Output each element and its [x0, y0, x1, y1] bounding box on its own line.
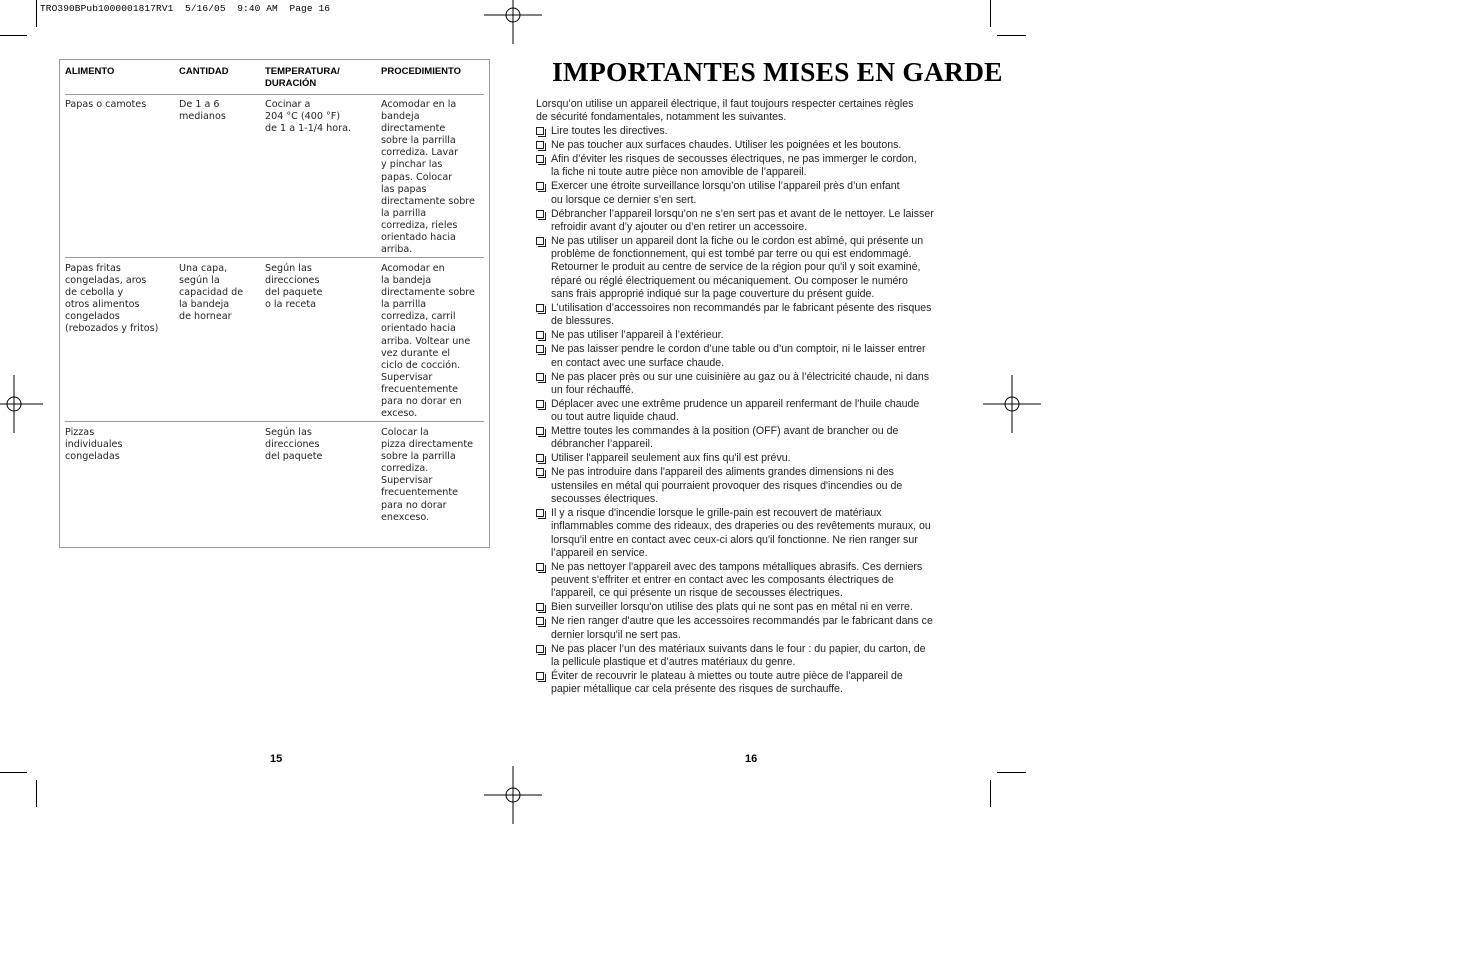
list-item — [536, 329, 976, 342]
list-item-text: Ne pas laisser pendre le cordon d’une table ou d’un comptoir, ni le laisser entrer en contact avec une surface chaude. — [551, 343, 926, 369]
list-item-text: Ne pas placer près ou sur une cuisinière au gaz ou à l’électricité chaude, ni dans un four réchauffé. — [551, 370, 930, 396]
list-item-text: Ne pas placer l’un des matériaux suivants dans le four : du papier, du carton, de la pellicule plastique et d’autres matériaux du genre. — [551, 642, 926, 668]
list-item — [536, 425, 976, 452]
checkbox-bullet-icon — [536, 645, 544, 653]
table-header-cantidad: CANTIDAD — [179, 66, 229, 77]
checkbox-bullet-icon — [536, 563, 544, 571]
table-divider — [65, 94, 484, 95]
page-title: IMPORTANTES MISES EN GARDE — [552, 56, 1003, 87]
list-item-text: Éviter de recouvrir le plateau à miettes ou toute autre pièce de l'appareil de papier métallique car cela présente des risques de surchauffe. — [551, 669, 903, 696]
list-item-text: Ne pas utiliser un appareil dont la fiche ou le cordon est abîmé, qui présente un problème de fonctionnement, qui est tombé par terre ou qui est endommagé. Retourner le produit au centre de service de la région pour qu'il y soit examiné, réparé ou réglé électriquement ou mécaniquement. Ou composer le numéro sans frais approprié indiqué sur la page couverture du présent guide. — [551, 234, 924, 300]
crop-mark — [997, 772, 1026, 773]
list-item — [536, 343, 976, 370]
list-item — [536, 180, 976, 207]
list-item-text: Ne pas introduire dans l'appareil des aliments grandes dimensions ni des ustensiles en métal qui pourraient provoquer des risques d'incendies ou de secousses électriques. — [551, 466, 903, 505]
list-item-text: Bien surveiller lorsqu'on utilise des plats qui ne sont pas en métal ni en verre. — [551, 601, 913, 614]
crop-mark — [990, 0, 991, 27]
table-cell: Papas fritas congeladas, aros de cebolla y otros alimentos congelados (rebozados y fritos) — [65, 263, 159, 335]
list-item-text: Utiliser l'appareil seulement aux fins qu'il est prévu. — [551, 452, 791, 465]
checkbox-bullet-icon — [536, 468, 544, 476]
list-item-text: Exercer une étroite surveillance lorsqu’on utilise l’appareil près d’un enfant ou lorsque ce dernier s’en sert. — [551, 180, 900, 206]
checkbox-bullet-icon — [536, 427, 544, 435]
page-number-left: 15 — [270, 753, 283, 765]
checkbox-bullet-icon — [536, 141, 544, 149]
list-item-text: Débrancher l’appareil lorsqu’on ne s’en sert pas et avant de le nettoyer. Le laisser refroidir avant d’y ajouter ou d’en retirer un accessoire. — [551, 207, 934, 233]
table-cell: Colocar la pizza directamente sobre la parrilla corrediza. Supervisar frecuentemente para no dorar enexceso. — [381, 427, 474, 523]
list-item-text: Mettre toutes les commandes à la position (OFF) avant de brancher ou de débrancher l’appareil. — [551, 425, 899, 451]
crop-mark — [0, 35, 27, 36]
checkbox-bullet-icon — [536, 237, 544, 245]
list-item — [536, 139, 976, 152]
registration-mark-icon — [484, 766, 542, 824]
table-cell: Acomodar en la bandeja directamente sobre la parrilla corrediza, carril orientado hacia arriba. Voltear une vez durante el ciclo de cocción. Supervisar frecuentemente para no dorar en exceso. — [381, 263, 475, 420]
checkbox-bullet-icon — [536, 373, 544, 381]
checkbox-bullet-icon — [536, 400, 544, 408]
list-item-text: Afin d’éviter les risques de secousses électriques, ne pas immerger le cordon, la fiche ni toute autre pièce non amovible de l’appareil. — [551, 152, 917, 179]
print-slug-line: TRO390BPub1000001817RV1 5/16/05 9:40 AM Page 16 — [40, 3, 331, 14]
list-item — [536, 371, 976, 398]
list-item — [536, 466, 976, 506]
list-item-text: Il y a risque d'incendie lorsque le grille-pain est recouvert de matériaux inflammables comme des rideaux, des draperies ou des revêtements muraux, ou lorsqu'il entre en contact avec ceux-ci alors qu'il fonctionne. Ne rien ranger sur l’appareil en service. — [551, 506, 931, 559]
checkbox-bullet-icon — [536, 331, 544, 339]
table-header-temperatura: TEMPERATURA/ DURACIÓN — [265, 66, 340, 89]
list-item — [536, 507, 976, 560]
list-item — [536, 601, 976, 614]
registration-mark-icon — [484, 0, 542, 44]
list-item — [536, 235, 976, 301]
list-item — [536, 643, 976, 670]
list-item-text: Ne pas utiliser l’appareil à l’extérieur. — [551, 329, 724, 342]
crop-mark — [997, 35, 1026, 36]
table-cell: De 1 a 6 medianos — [179, 99, 226, 123]
table-divider — [65, 421, 484, 422]
list-item — [536, 153, 976, 180]
list-item — [536, 615, 976, 642]
table-cell: Acomodar en la bandeja directamente sobre la parrilla corrediza. Lavar y pinchar las papas. Colocar las papas directamente sobre la parrilla corrediza, rieles orientado hacia arriba. — [381, 99, 475, 256]
crop-mark — [0, 772, 27, 773]
list-item — [536, 125, 976, 138]
list-item-text: Ne pas toucher aux surfaces chaudes. Utiliser les poignées et les boutons. — [551, 138, 902, 151]
checkbox-bullet-icon — [536, 672, 544, 680]
table-header-alimento: ALIMENTO — [65, 66, 115, 77]
safeguards-list — [536, 125, 976, 697]
crop-mark — [36, 0, 37, 27]
checkbox-bullet-icon — [536, 617, 544, 625]
list-item — [536, 302, 976, 329]
list-item-text: Ne pas nettoyer l'appareil avec des tampons métalliques abrasifs. Ces derniers peuvent s'effriter et entrer en contact avec les composants électriques de l'appareil, ce qui présente un risque de secousses électriques. — [551, 560, 923, 600]
list-item — [536, 452, 976, 465]
list-item-text: Déplacer avec une extrême prudence un appareil renfermant de l'huile chaude ou tout autre liquide chaud. — [551, 397, 920, 424]
table-cell: Según las direcciones del paquete o la receta — [265, 263, 323, 311]
crop-mark — [36, 780, 37, 807]
checkbox-bullet-icon — [536, 210, 544, 218]
checkbox-bullet-icon — [536, 345, 544, 353]
list-item — [536, 561, 976, 601]
list-item-text: Ne rien ranger d'autre que les accessoires recommandés par le fabricant dans ce dernier lorsqu'il ne sert pas. — [551, 615, 933, 641]
table-cell: Una capa, según la capacidad de la bandeja de hornear — [179, 263, 244, 323]
list-item-text: L’utilisation d’accessoires non recommandés par le fabricant pésente des risques de blessures. — [551, 301, 932, 328]
page-number-right: 16 — [745, 753, 758, 765]
checkbox-bullet-icon — [536, 509, 544, 517]
crop-mark — [990, 780, 991, 807]
checkbox-bullet-icon — [536, 454, 544, 462]
table-cell: Pizzas individuales congeladas — [65, 427, 123, 463]
table-cell: Según las direcciones del paquete — [265, 427, 323, 463]
list-item — [536, 398, 976, 425]
table-cell: Cocinar a 204 °C (400 °F) de 1 a 1-1/4 hora. — [265, 99, 352, 135]
table-header-procedimiento: PROCEDIMIENTO — [381, 66, 462, 77]
checkbox-bullet-icon — [536, 304, 544, 312]
registration-mark-icon — [983, 375, 1041, 433]
list-item — [536, 670, 976, 697]
checkbox-bullet-icon — [536, 603, 544, 611]
checkbox-bullet-icon — [536, 155, 544, 163]
list-item-text: Lire toutes les directives. — [551, 125, 668, 137]
intro-paragraph: Lorsqu’on utilise un appareil électrique, il faut toujours respecter certaines règles de sécurité fondamentales, notamment les suivantes. — [536, 98, 914, 124]
list-item — [536, 208, 976, 235]
registration-mark-icon — [0, 375, 43, 433]
checkbox-bullet-icon — [536, 182, 544, 190]
table-cell: Papas o camotes — [65, 99, 147, 110]
checkbox-bullet-icon — [536, 127, 544, 135]
table-divider — [65, 257, 484, 258]
